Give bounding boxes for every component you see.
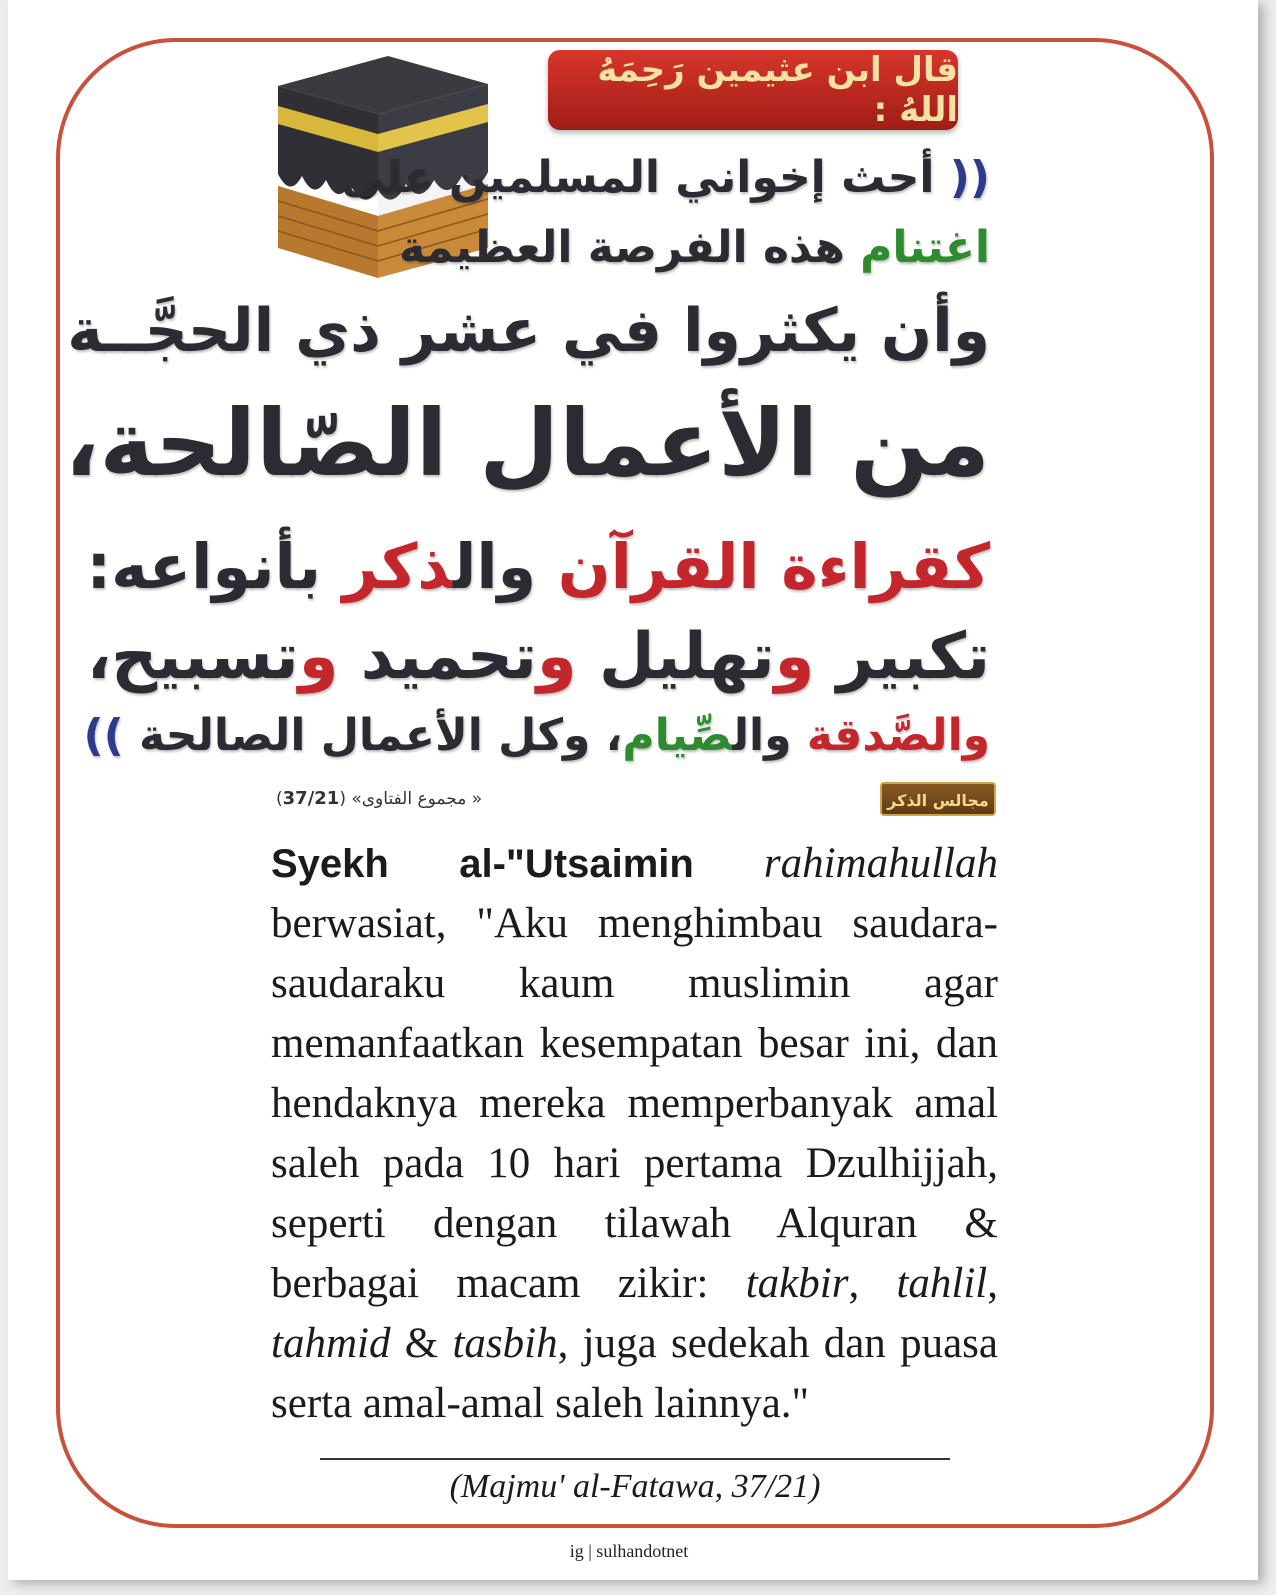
scholar-name: Syekh al-"Utsaimin	[271, 842, 694, 886]
arabic-line-4: من الأعمال الصّالحة،	[64, 390, 990, 497]
arabic-line-3: وأن يكثروا في عشر ذي الحجَّــة	[67, 296, 990, 366]
open-quote-mark: ((	[949, 152, 990, 203]
author-label: قال ابن عثيمين رَحِمَهُ اللهُ :	[597, 50, 958, 130]
footer-handle: ig | sulhandotnet	[569, 1541, 689, 1561]
arabic-reference: « مجموع الفتاوى» (37/21)	[276, 788, 483, 809]
source-citation: (Majmu' al-Fatawa, 37/21)	[449, 1468, 821, 1505]
close-quote-mark: ))	[83, 710, 124, 761]
translation-paragraph: Syekh al-"Utsaimin rahimahullah berwasiat, "Aku menghimbau saudara-saudaraku kaum muslimin agar memanfaatkan kesempatan besar ini, dan hendaknya mereka memperbanyak amal saleh pada 10 hari pertama Dzulhijjah, seperti dengan tilawah Alquran & berbagai macam zikir: takbir, tahlil, tahmid & tasbih, juga sedekah dan puasa serta amal-amal saleh lainnya."	[271, 840, 998, 1427]
arabic-line-1: (( أحث إخواني المسلمين على	[341, 152, 990, 203]
arabic-line-7: والصَّدقة والصِّيام، وكل الأعمال الصالحة ))	[83, 710, 990, 761]
arabic-line-6: تكبير وتهليل وتحميد وتسبيح،	[86, 620, 990, 694]
divider	[320, 1458, 950, 1460]
page-sheet	[8, 0, 1258, 1580]
author-badge	[548, 50, 958, 130]
arabic-line-2: اغتنام هذه الفرصة العظيمة	[399, 222, 990, 273]
honorific: rahimahullah	[763, 840, 998, 887]
majalis-logo: مجالس الذكر	[880, 782, 996, 816]
arabic-line-5: كقراءة القرآن والذكر بأنواعه:	[86, 530, 990, 603]
